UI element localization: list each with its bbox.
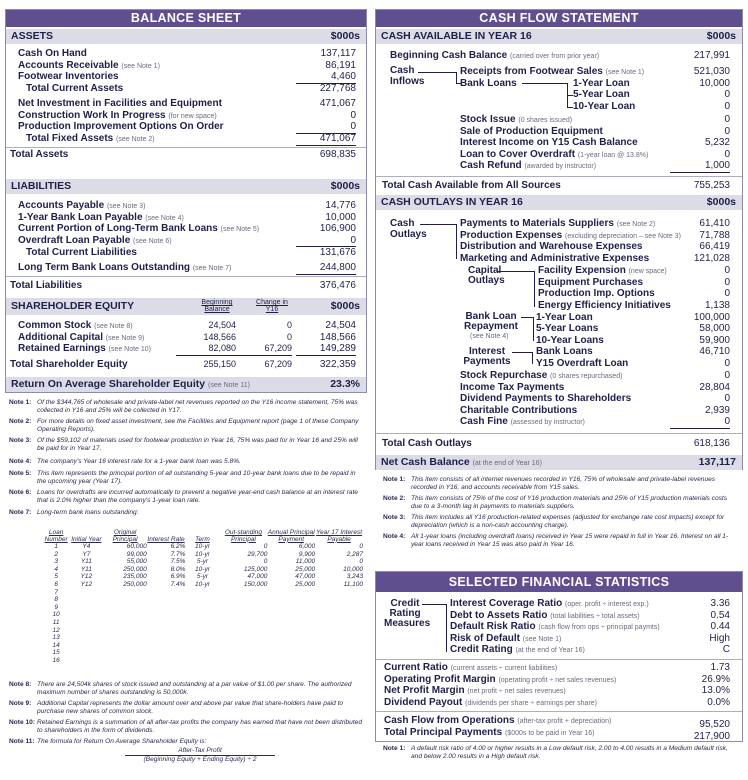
- loan-cell: [103, 642, 146, 650]
- loan-cell: [147, 619, 186, 627]
- loan-cell: [315, 589, 363, 597]
- loan-cell: [103, 634, 146, 642]
- financial-stats-panel: [375, 571, 743, 742]
- row-interest-bank-loans: Bank Loans 46,710: [536, 346, 730, 357]
- loan-cell: 55,000: [126, 558, 147, 566]
- loan-cell: Y4: [82, 543, 91, 550]
- row-energy-efficiency: Energy Efficiency Initiatives 1,138: [538, 299, 730, 311]
- loan-col-header: Year 17 Interest Payable: [316, 529, 362, 543]
- loan-cell: 5-yr: [196, 573, 209, 581]
- loan-col-header: Term: [195, 535, 210, 543]
- loan-cell: [147, 642, 186, 650]
- credit-rating-label: Credit Rating Measures: [384, 598, 431, 629]
- capital-outlays-label: Capital Outlays: [468, 265, 505, 286]
- loan-row: [43, 573, 363, 581]
- roe-row: Return On Average Shareholder Equity (see Note 11) 23.3%: [6, 377, 366, 392]
- loan-col-header: Out-standing Principal: [224, 529, 263, 543]
- row-total-sh-equity: Total Shareholder Equity 255,150 67,209 322,359: [10, 359, 356, 370]
- loan-col-header: Interest Rate: [147, 535, 185, 543]
- loan-cell: [69, 596, 103, 604]
- row-net-margin: Net Profit Margin (net profit ÷ net sales revenues) 13.0%: [384, 685, 730, 696]
- bs-note-9: Note 9: Additional Capital represents the dollar amount over and above par value that share-holders have paid to purchase new shares of common stock.: [9, 700, 344, 715]
- assets-rows: [6, 46, 366, 187]
- row-production-imp-options: Production Imp. Options 0: [538, 288, 730, 299]
- balance-sheet-panel: [5, 9, 367, 393]
- cash-flow-title: CASH FLOW STATEMENT: [376, 10, 742, 27]
- loan-cell: 11: [52, 618, 60, 626]
- row-income-tax: Income Tax Payments 28,804: [460, 381, 730, 393]
- loan-cell: [220, 604, 268, 612]
- bs-note-6: Note 6: Loans for overdrafts are incurred automatically to prevent a negative year-end cash balance at an interest rate that is 2.0% higher than the company's 1-year loan rate.: [9, 489, 358, 504]
- loan-cell: 7.7%: [170, 550, 186, 558]
- bs-note-4: Note 4: The company's Year 16 interest rate for a 1-year bank loan was 5.8%.: [9, 458, 241, 465]
- row-distribution-exp: Distribution and Warehouse Expenses 66,419: [460, 241, 730, 252]
- loan-cell: [267, 611, 315, 619]
- loan-row: [43, 581, 363, 589]
- loan-cell: 235,000: [123, 573, 147, 581]
- cf-note-1: Note 1: This item consists of all internet revenues recorded in Y16, 75% of wholesale and private-label revenues recorded in Y16, and accounts receivable from Y15 sales.: [383, 476, 716, 491]
- row-cash-flow-ops: Cash Flow from Operations (after-tax profit + depreciation) 95,520: [384, 715, 730, 730]
- loan-cell: 9: [54, 603, 58, 611]
- loan-cell: 6.2%: [170, 543, 186, 550]
- row-stock-repurchase: Stock Repurchase (0 shares repurchased) 0: [460, 370, 730, 381]
- row-total-current-assets: Total Current Assets 227,768: [26, 83, 356, 94]
- cash-outlays-label: Cash Outlays: [390, 218, 427, 240]
- row-repay-5yr: 5-Year Loans 58,000: [536, 323, 730, 334]
- loan-cell: 7.5%: [170, 558, 186, 566]
- loan-cell: [267, 642, 315, 650]
- loan-cell: 25,000: [295, 565, 316, 573]
- loan-cell: [315, 634, 363, 642]
- loan-cell: 7.4%: [170, 580, 186, 588]
- assets-unit: $000s: [330, 30, 360, 42]
- assets-header: [6, 29, 366, 44]
- row-dividends: Dividend Payments to Shareholders 0: [460, 393, 730, 404]
- loan-cell: [267, 604, 315, 612]
- cf-note-2: Note 2: This item consists of 75% of the cost of Y16 production materials and 25% of Y15 production materials costs due to a 3-month lag in payments to materials suppliers.: [383, 495, 728, 510]
- row-facility-expansion: Facility Expension (new space) 0: [538, 265, 730, 276]
- row-stock-issue: Stock Issue (0 shares issued) 0: [460, 114, 730, 125]
- loan-cell: 10-yr: [195, 580, 210, 588]
- loan-cell: 6: [54, 580, 58, 588]
- balance-sheet-title: BALANCE SHEET: [6, 10, 366, 27]
- loan-cell: [315, 604, 363, 612]
- loan-cell: 29,700: [247, 550, 268, 558]
- loan-row: [43, 543, 363, 551]
- loan-row: [43, 589, 363, 597]
- loan-cell: [315, 619, 363, 627]
- loan-cell: 250,000: [123, 565, 147, 573]
- row-total-assets: Total Assets 698,835: [10, 149, 356, 160]
- bs-note-5: Note 5: This item represents the principal portion of all outstanding 5-year and 10-year bank loans due to be repaid in the upcoming year (Year 17).: [9, 470, 356, 485]
- bs-note-10: Note 10: Retained Earnings is a summation of all after-tax profits the company has earned that have not been distributed to shareholders in the form of dividends.: [9, 719, 362, 734]
- loan-cell: [69, 657, 103, 665]
- loan-cell: [185, 611, 219, 619]
- loan-cell: 6,000: [298, 543, 316, 550]
- loan-cell: [267, 657, 315, 665]
- cash-inflows-label: Cash Inflows: [390, 65, 425, 87]
- loan-cell: Y11: [80, 565, 92, 573]
- row-overdraft-loan: Loan to Cover Overdraft (1-year loan @ 13.8%) 0: [460, 148, 730, 160]
- row-repay-1yr: 1-Year Loan 100,000: [536, 311, 730, 323]
- loan-cell: 125,000: [243, 565, 268, 573]
- loan-cell: [267, 596, 315, 604]
- loan-cell: 1: [54, 543, 58, 550]
- loan-cell: 12: [52, 626, 60, 634]
- loan-cell: [147, 611, 186, 619]
- loan-cell: 11,000: [295, 558, 316, 566]
- loan-cell: [103, 657, 146, 665]
- row-dividend-payout: Dividend Payout (dividends per share ÷ earnings per share) 0.0%: [384, 696, 730, 708]
- row-equipment-purchases: Equipment Purchases 0: [538, 276, 730, 288]
- row-overdraft-payable: Overdraft Loan Payable (see Note 6) 0: [18, 234, 356, 246]
- loan-cell: Y7: [82, 550, 91, 558]
- loan-cell: 5: [54, 573, 58, 581]
- loan-cell: [69, 589, 103, 597]
- loan-cell: 25,000: [295, 580, 316, 588]
- cash-flow-notes: [375, 472, 743, 562]
- loan-cell: 250,000: [123, 580, 147, 588]
- roe-formula-bottom: (Beginning Equity + Ending Equity) ÷ 2: [125, 755, 275, 764]
- row-production-exp: Production Expenses (excluding depreciation – see Note 3) 71,788: [460, 229, 730, 241]
- loan-cell: [147, 596, 186, 604]
- loan-row: [43, 551, 363, 559]
- loan-cell: [315, 642, 363, 650]
- loan-cell: Y12: [80, 573, 93, 581]
- loan-cell: [185, 589, 219, 597]
- loan-cell: [267, 649, 315, 657]
- loan-row: [43, 634, 363, 642]
- loan-cell: [69, 611, 103, 619]
- cash-available-header: CASH AVAILABLE IN YEAR 16 $000s: [376, 29, 742, 44]
- loan-cell: [220, 619, 268, 627]
- liabilities-header: LIABILITIES $000s: [6, 179, 366, 194]
- balance-sheet-notes: [5, 397, 367, 777]
- loan-cell: [315, 627, 363, 635]
- loan-cell: 60,000: [126, 543, 147, 550]
- loan-col-header: Original Principal: [112, 529, 138, 543]
- bs-note-3: Note 3: Of the $59,102 of materials used for footwear production in Year 16, 75% was paid for in Year 16 and 25% will be paid for in Year 17.: [9, 437, 358, 452]
- loan-cell: 5-yr: [196, 558, 209, 566]
- row-accounts-receivable: Accounts Receivable (see Note 1) 86,191: [18, 59, 356, 71]
- loan-cell: [69, 604, 103, 612]
- loan-cell: [69, 634, 103, 642]
- row-total-fixed-assets: Total Fixed Assets (see Note 2) 471,067: [6, 133, 366, 145]
- loan-cell: 4: [54, 565, 58, 573]
- row-risk-of-default: Risk of Default (see Note 1) High: [450, 632, 730, 644]
- loan-cell: 150,000: [243, 580, 268, 588]
- loan-cell: [103, 596, 146, 604]
- row-accounts-payable: Accounts Payable (see Note 3) 14,776: [18, 200, 356, 211]
- repayment-note: (see Note 4): [470, 333, 509, 340]
- row-total-principal: Total Principal Payments ($000s to be paid in Year 16) 217,900: [384, 726, 730, 742]
- row-total-outlays: Total Cash Outlays 618,136: [382, 438, 730, 449]
- loan-row: [43, 642, 363, 650]
- loan-row: [43, 619, 363, 627]
- fs-note-1: Note 1: A default risk ratio of 4.00 or higher results in a Low default risk, 2.00 to 4.00 results in a Medium default risk, and below 2.00 results in a High default risk.: [383, 745, 728, 760]
- row-total-current-liab: Total Current Liabilities 131,676: [26, 247, 356, 258]
- loan-cell: [220, 611, 268, 619]
- row-retained-earnings: Retained Earnings (see Note 10) 82,080 67,209 149,289: [18, 343, 356, 354]
- loan-cell: [220, 627, 268, 635]
- loan-cell: [220, 657, 268, 665]
- loan-cell: [147, 657, 186, 665]
- loan-cell: 0: [263, 543, 268, 550]
- row-total-available: Total Cash Available from All Sources 755,253: [382, 180, 730, 191]
- row-additional-capital: Additional Capital (see Note 9) 148,566 0 148,566: [18, 331, 356, 343]
- loan-cell: [185, 649, 219, 657]
- row-footwear-inventories: Footwear Inventories 4,460: [18, 71, 356, 82]
- row-interest-overdraft: Y15 Overdraft Loan 0: [536, 357, 730, 369]
- loan-cell: 8: [54, 596, 58, 604]
- loan-cell: [147, 627, 186, 635]
- loan-row: [43, 611, 363, 619]
- row-total-liabilities: Total Liabilities 376,476: [10, 280, 356, 291]
- row-receipts-sales: Receipts from Footwear Sales (see Note 1) 521,030: [460, 66, 730, 77]
- loan-col-header: Annual Principal Payment: [267, 529, 315, 543]
- row-current-ratio: Current Ratio (current assets ÷ current liabilities) 1.73: [384, 662, 730, 673]
- row-credit-rating: Credit Rating (at the end of Year 16) C: [450, 644, 730, 655]
- loan-cell: [103, 649, 146, 657]
- row-materials: Payments to Materials Suppliers (see Note 2) 61,410: [460, 218, 730, 229]
- loan-row: [43, 649, 363, 657]
- equity-col-change: Change in Y16: [256, 299, 288, 313]
- loan-cell: [267, 634, 315, 642]
- loan-cell: 0: [359, 558, 363, 566]
- loan-cell: [220, 649, 268, 657]
- loan-cell: 9,900: [298, 550, 316, 558]
- bank-loans-label: Bank Loans: [460, 77, 517, 89]
- loan-cell: [185, 657, 219, 665]
- loan-cell: [103, 611, 146, 619]
- bs-note-7: Note 7: Long-term bank loans outstanding:: [9, 509, 139, 516]
- loan-cell: 3: [54, 558, 58, 566]
- loan-row: [43, 558, 363, 566]
- row-default-risk-ratio: Default Risk Ratio (cash flow from ops ÷ principal paymts) 0.44: [450, 621, 730, 632]
- loan-cell: [103, 619, 146, 627]
- row-bl-1yr: 1-Year Loan 10,000: [573, 77, 730, 89]
- loan-cell: [147, 604, 186, 612]
- row-cash-fine: Cash Fine (assessed by instructor) 0: [460, 416, 730, 427]
- row-marketing-exp: Marketing and Administrative Expenses 121,028: [460, 252, 730, 264]
- bs-note-2: Note 2: For more details on fixed asset investment, see the Facilities and Equipment report (page 1 of these Company Operating Reports).: [9, 418, 359, 433]
- loan-cell: [315, 657, 363, 665]
- loan-cell: Y12: [80, 580, 93, 588]
- loan-cell: 15: [52, 649, 60, 657]
- loan-cell: 3,243: [346, 573, 363, 581]
- loan-cell: [185, 619, 219, 627]
- loan-cell: 8.0%: [170, 565, 186, 573]
- loan-row: [43, 596, 363, 604]
- row-cash-refund: Cash Refund (awarded by instructor) 1,000: [460, 160, 730, 171]
- row-operating-margin: Operating Profit Margin (operating profit ÷ net sales revenues) 26.9%: [384, 673, 730, 685]
- row-net-investment: Net Investment in Facilities and Equipment 471,067: [18, 98, 356, 109]
- loan-cell: 10-yr: [195, 565, 210, 573]
- roe-formula-top: After-Tax Profit: [178, 747, 222, 754]
- cash-outlays-header: CASH OUTLAYS IN YEAR 16 $000s: [376, 195, 742, 210]
- equity-header: SHAREHOLDER EQUITY Beginning Balance Change in Y16 $000s: [6, 298, 366, 315]
- loan-cell: [185, 627, 219, 635]
- bank-loan-repayment-label: Bank Loan Repayment: [464, 311, 518, 332]
- loan-cell: 7: [54, 588, 58, 596]
- net-cash-balance-row: Net Cash Balance (at the end of Year 16) 137,117: [376, 455, 742, 470]
- loan-cell: 99,000: [126, 550, 147, 558]
- loan-col-header: Initial Year: [71, 535, 102, 543]
- row-common-stock: Common Stock (see Note 8) 24,504 0 24,504: [18, 320, 356, 331]
- loan-cell: [69, 627, 103, 635]
- row-beginning-cash: Beginning Cash Balance (carried over from prior year) 217,991: [390, 50, 730, 61]
- row-interest-coverage: Interest Coverage Ratio (oper. profit ÷ interest exp.) 3.36: [450, 598, 730, 609]
- cf-note-4: Note 4: All 1-year loans (including overdraft loans) received in Year 15 were repaid in full in Year 16. Interest on all 1-year loans received in Year 15 was also paid in Year 16.: [383, 533, 729, 548]
- cf-note-3: Note 3: This item includes all Y16 production-related expenses (adjusted for exchange rate cost impacts) except for depreciation (which is a non-cash accounting charge).: [383, 514, 725, 529]
- row-debt-assets: Debt to Assets Ratio (total liabilities ÷ total assets) 0.54: [450, 609, 730, 621]
- loan-cell: [220, 642, 268, 650]
- loan-row: [43, 627, 363, 635]
- loan-cell: 10-yr: [195, 543, 210, 550]
- loan-cell: 10,000: [343, 565, 363, 573]
- row-repay-10yr: 10-Year Loans 59,900: [536, 334, 730, 346]
- loan-cell: 0: [263, 558, 268, 566]
- loan-cell: [185, 604, 219, 612]
- row-construction-wip: Construction Work In Progress (for new space) 0: [18, 109, 356, 121]
- loan-row: [43, 657, 363, 665]
- loan-cell: [267, 589, 315, 597]
- assets-header-label: ASSETS: [11, 30, 54, 42]
- loan-cell: [147, 634, 186, 642]
- row-charitable: Charitable Contributions 2,939: [460, 404, 730, 416]
- loan-cell: [69, 619, 103, 627]
- loan-cell: [103, 589, 146, 597]
- bs-note-1: Note 1: Of the $344,765 of wholesale and private-label net revenues reported on the Y16 income statement, 75% was collected in Y16 and 25% will be collected in Y17.: [9, 399, 358, 414]
- loan-cell: [267, 627, 315, 635]
- liabilities-rows: [6, 197, 366, 297]
- bs-note-8: Note 8: There are 24,504k shares of stock issued and outstanding at a par value of $1.00 per share. The authorized maximum number of shares outstanding is 50,000k.: [9, 681, 352, 696]
- bs-note-11: Note 11: The formula for Return On Average Shareholder Equity is:: [9, 738, 207, 745]
- loan-cell: 47,000: [295, 573, 316, 581]
- row-sale-equipment: Sale of Production Equipment 0: [460, 125, 730, 137]
- row-1yr-loan-payable: 1-Year Bank Loan Payable (see Note 4) 10,000: [18, 211, 356, 223]
- loan-cell: 10-yr: [195, 550, 210, 558]
- loan-cell: [315, 596, 363, 604]
- row-interest-income: Interest Income on Y15 Cash Balance 5,232: [460, 137, 730, 148]
- loan-cell: [315, 649, 363, 657]
- loan-cell: 13: [52, 634, 60, 642]
- row-bl-10yr: 10-Year Loan 0: [573, 100, 730, 112]
- loan-cell: 14: [52, 641, 60, 649]
- loan-cell: 16: [52, 656, 60, 664]
- loan-cell: [267, 619, 315, 627]
- loan-cell: 2,287: [346, 550, 363, 558]
- loan-col-header: Loan Number: [44, 529, 68, 543]
- loan-cell: 47,000: [247, 573, 268, 581]
- loan-cell: 2: [54, 550, 58, 558]
- loan-cell: [103, 604, 146, 612]
- row-bl-5yr: 5-Year Loan 0: [573, 89, 730, 100]
- loan-cell: [69, 642, 103, 650]
- interest-payments-label: Interest Payments: [463, 346, 511, 367]
- loan-cell: 10: [52, 611, 60, 619]
- row-lt-loans-outstanding: Long Term Bank Loans Outstanding (see Note 7) 244,800: [6, 262, 366, 274]
- loan-cell: [185, 596, 219, 604]
- loan-cell: [147, 649, 186, 657]
- loan-cell: [220, 634, 268, 642]
- equity-col-beginning: Beginning Balance: [201, 299, 233, 313]
- loan-cell: 6.9%: [170, 573, 186, 581]
- loan-cell: [103, 627, 146, 635]
- loan-cell: [220, 589, 268, 597]
- row-current-portion-lt: Current Portion of Long-Term Bank Loans (see Note 5) 106,900: [18, 223, 356, 234]
- loan-cell: [69, 649, 103, 657]
- row-production-options: Production Improvement Options On Order 0: [18, 121, 356, 132]
- loan-row: [43, 604, 363, 612]
- loan-cell: [315, 611, 363, 619]
- financial-stats-title: SELECTED FINANCIAL STATISTICS: [376, 572, 742, 592]
- loan-row: [43, 566, 363, 574]
- loan-cell: [185, 634, 219, 642]
- loan-cell: [220, 596, 268, 604]
- loan-cell: [147, 589, 186, 597]
- loan-table: [43, 521, 363, 665]
- cash-flow-panel: [375, 9, 743, 470]
- loan-cell: 11,100: [343, 580, 363, 588]
- loan-cell: [185, 642, 219, 650]
- row-cash-on-hand: Cash On Hand 137,117: [18, 48, 356, 59]
- loan-cell: Y11: [80, 558, 92, 566]
- loan-cell: 0: [359, 543, 363, 550]
